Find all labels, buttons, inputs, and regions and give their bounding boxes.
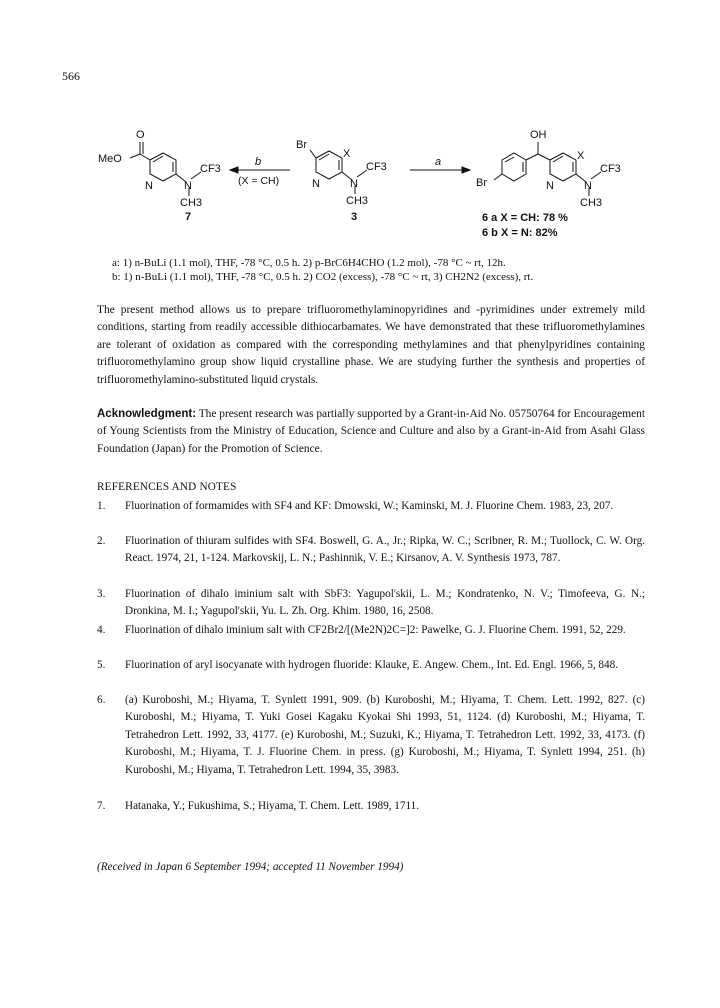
compound-7-structure [98,129,221,223]
amine-n-label: N [184,180,192,192]
arrow-b [230,156,290,187]
ch3-label: CH3 [180,197,203,209]
body-paragraph: The present method allows us to prepare trifluoromethylaminopyridines and -pyrimidines under extremely mild conditions, starting from readily accessible dithiocarbamates. We have demonstrated that these trifluoromethylamines are tolerant of oxidation as compared with the corresponding methylamines and that phenylpyridines containing trifluoromethylamino group show liquid crystalline phase. We are studying further the synthesis and properties of trifluoromethylamino-substituted liquid crystals. [97,304,645,386]
x-label: X [577,150,585,162]
condition-a: a: 1) n-BuLi (1.1 mol), THF, -78 °C, 0.5 h. 2) p-BrC6H4CHO (1.2 mol), -78 °C ~ rt, 12h. [112,257,506,269]
reference-text: Fluorination of aryl isocyanate with hydrogen fluoride: Klauke, E. Angew. Chem., Int. Ed. Engl. 1966, 5, 848. [125,659,618,671]
ch3-label: CH3 [580,197,603,209]
reference-item [97,586,645,621]
reference-number: 5. [97,659,106,671]
reference-item [97,692,645,779]
reference-number: 1. [97,500,106,512]
cf3-label: CF3 [200,163,221,175]
amine-n-label: N [584,180,592,192]
acknowledgment [97,406,645,458]
arrow-b-label: b [255,156,262,168]
acknowledgment-heading: Acknowledgment: [97,408,197,420]
x-label: X [343,148,351,160]
reference-text: Fluorination of formamides with SF4 and KF: Dmowski, W.; Kaminski, M. J. Fluorine Chem. 1983, 23, 207. [125,500,614,512]
amine-n-label: N [350,178,358,190]
ch3-label: CH3 [346,195,369,207]
arrow-a-label: a [435,156,442,168]
reference-item [97,657,645,674]
arrow-a [410,156,470,173]
compound-6-structure [476,129,621,239]
reaction-scheme [90,118,650,253]
hydroxyl-label: OH [530,129,547,141]
reference-item [97,798,645,815]
reference-text: (a) Kuroboshi, M.; Hiyama, T. Synlett 1991, 909. (b) Kuroboshi, M.; Hiyama, T. Chem. Lett. 1992, 827. (c) Kuroboshi, M.; Hiyama, T. Yuki Gosei Kagaku Kyokai Shi 1993, 51, 1124. (d) Kuroboshi, M.; Hiyama, T. Tetrahedron Lett. 1992, 33, 4177. (e) Kuroboshi, M.; Suzuki, K.; Hiyama, T. Tetrahedron Lett. 1992, 33, 4173. (f) Kuroboshi, M.; Hiyama, T. J. Fluorine Chem. in press. (g) Kuroboshi, M.; Hiyama, T. Synlett 1994, 251. (h) Kuroboshi, M.; Hiyama, T. Tetrahedron Lett. 1994, 35, 3983. [125,694,645,776]
ring-n-label: N [145,180,153,192]
reference-item [97,533,645,568]
received-note: (Received in Japan 6 September 1994; accepted 11 November 1994) [97,861,404,873]
cf3-label: CF3 [366,161,387,173]
bromo-label: Br [296,139,307,151]
carbonyl-o-label: O [136,129,145,141]
compound-6b-label: 6 b X = N: 82% [482,227,558,239]
reference-text: Fluorination of dihalo iminium salt with SbF3: Yagupol'skii, L. M.; Kondratenko, N. V.; Timofeeva, G. N.; Dronkina, M. I.; Yagupol'skii, Yu. L. Zh. Org. Khim. 1980, 16, 2508. [125,588,645,618]
compound-3-structure [296,139,387,223]
reference-text: Fluorination of thiuram sulfides with SF4. Boswell, G. A., Jr.; Ripka, W. C.; Scribner, R. M.; Tuollock, C. W. Org. React. 1974, 21, 1-124. Markovskij, L. N.; Pashinnik, V. E.; Kirsanov, A. V. Synthesis 1973, 787. [125,535,645,565]
reference-number: 4. [97,624,106,636]
references-title: REFERENCES AND NOTES [97,481,237,493]
cf3-label: CF3 [600,163,621,175]
reference-number: 7. [97,800,106,812]
ring-n-label: N [546,180,554,192]
condition-b: b: 1) n-BuLi (1.1 mol), THF, -78 °C, 0.5 h. 2) CO2 (excess), -78 °C ~ rt, 3) CH2N2 (excess), rt. [112,271,534,283]
reference-item [97,498,645,515]
ring-n-label: N [312,178,320,190]
reference-text: Fluorination of dihalo iminium salt with CF2Br2/[(Me2N)2C=]2: Pawelke, G. J. Fluorine Chem. 1991, 52, 229. [125,624,626,636]
acknowledgment-text: The present research was partially supported by a Grant-in-Aid No. 05750764 for Encouragement of Young Scientists from the Ministry of Education, Science and Culture and also by a Grant-in-Aid from Asahi Glass Foundation (Japan) for the Promotion of Science. [97,408,646,455]
reference-text: Hatanaka, Y.; Fukushima, S.; Hiyama, T. Chem. Lett. 1989, 1711. [125,800,420,812]
arrow-b-note: (X = CH) [238,175,280,187]
reference-number: 2. [97,535,106,547]
reference-item [97,622,645,639]
compound-6a-label: 6 a X = CH: 78 % [482,212,568,224]
bromo-label: Br [476,177,487,189]
compound-7-label: 7 [185,211,192,223]
page-number: 566 [62,69,80,83]
reference-number: 3. [97,588,106,600]
compound-3-label: 3 [351,211,358,223]
reference-number: 6. [97,694,106,706]
meo-label: MeO [98,153,122,165]
